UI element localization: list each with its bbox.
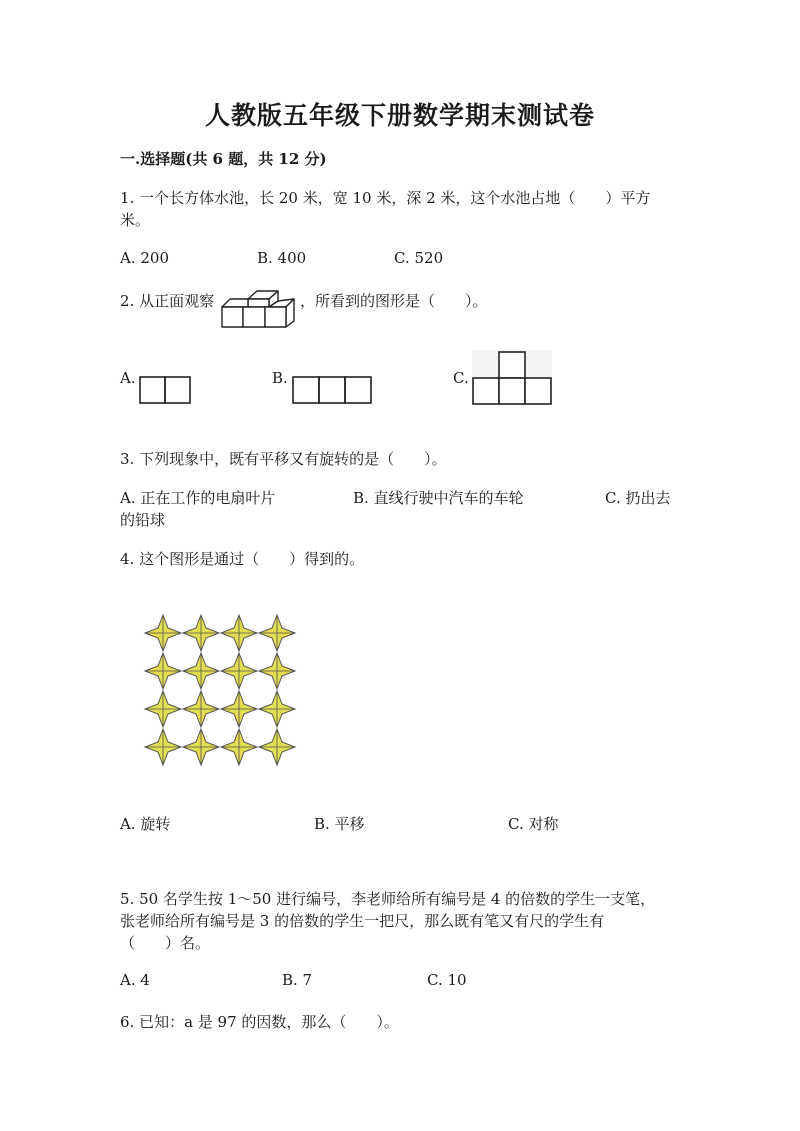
star-tile [183, 691, 219, 727]
star-tile [259, 691, 295, 727]
q5-option-a: A. 4 [120, 971, 150, 989]
star-tile [145, 691, 181, 727]
q2-option-c-label: C. [453, 369, 469, 387]
question-2-suffix: ，所看到的图形是（ ）。 [300, 292, 488, 310]
star-tile [221, 729, 257, 765]
q2-option-b-label: B. [272, 369, 288, 387]
star-tile [221, 691, 257, 727]
star-tile-pattern [142, 612, 298, 768]
q4-option-c: C. 对称 [508, 815, 559, 833]
star-tile [259, 653, 295, 689]
question-5-line-2: 张老师给所有编号是 3 的倍数的学生一把尺，那么既有笔又有尺的学生有 [120, 912, 605, 930]
question-5-line-1: 5. 50 名学生按 1～50 进行编号，李老师给所有编号是 4 的倍数的学生一支笔， [120, 890, 656, 908]
star-tile [259, 729, 295, 765]
q2-option-b-shape [292, 376, 372, 404]
question-4-text: 4. 这个图形是通过（ ）得到的。 [120, 550, 365, 568]
star-tile [221, 653, 257, 689]
star-tile [183, 615, 219, 651]
star-tile [145, 729, 181, 765]
question-1-line-2: 米。 [120, 211, 151, 229]
q4-option-a: A. 旋转 [120, 815, 171, 833]
q3-option-c-line-2: 的铅球 [120, 511, 166, 529]
q3-option-c-line-1: C. 扔出去 [605, 489, 671, 507]
page-title: 人教版五年级下册数学期末测试卷 [204, 101, 595, 130]
q4-option-b: B. 平移 [314, 815, 365, 833]
q5-option-b: B. 7 [282, 971, 313, 989]
star-tile [221, 615, 257, 651]
star-tile [183, 653, 219, 689]
question-1-line-1: 1. 一个长方体水池，长 20 米，宽 10 米，深 2 米，这个水池占地（ ）平方 [120, 189, 651, 207]
question-5-line-3: （ ）名。 [120, 934, 211, 952]
question-6-text: 6. 已知：a 是 97 的因数，那么（ ）。 [120, 1013, 399, 1031]
cube-stack-figure [218, 287, 298, 329]
star-tile [145, 653, 181, 689]
star-tile [183, 729, 219, 765]
q1-option-c: C. 520 [394, 249, 444, 267]
question-2-prefix: 2. 从正面观察 [120, 292, 215, 310]
q2-option-a-label: A. [120, 369, 136, 387]
star-tile [145, 615, 181, 651]
section-heading: 一.选择题(共 6 题，共 12 分) [120, 150, 327, 168]
star-tile [259, 615, 295, 651]
q3-option-a: A. 正在工作的电扇叶片 [120, 489, 276, 507]
q1-option-b: B. 400 [257, 249, 307, 267]
q2-option-a-shape [139, 376, 191, 404]
q1-option-a: A. 200 [120, 249, 169, 267]
q5-option-c: C. 10 [427, 971, 467, 989]
question-3-text: 3. 下列现象中，既有平移又有旋转的是（ ）。 [120, 450, 447, 468]
q2-option-c-shape [472, 350, 552, 405]
q3-option-b: B. 直线行驶中汽车的车轮 [353, 489, 524, 507]
